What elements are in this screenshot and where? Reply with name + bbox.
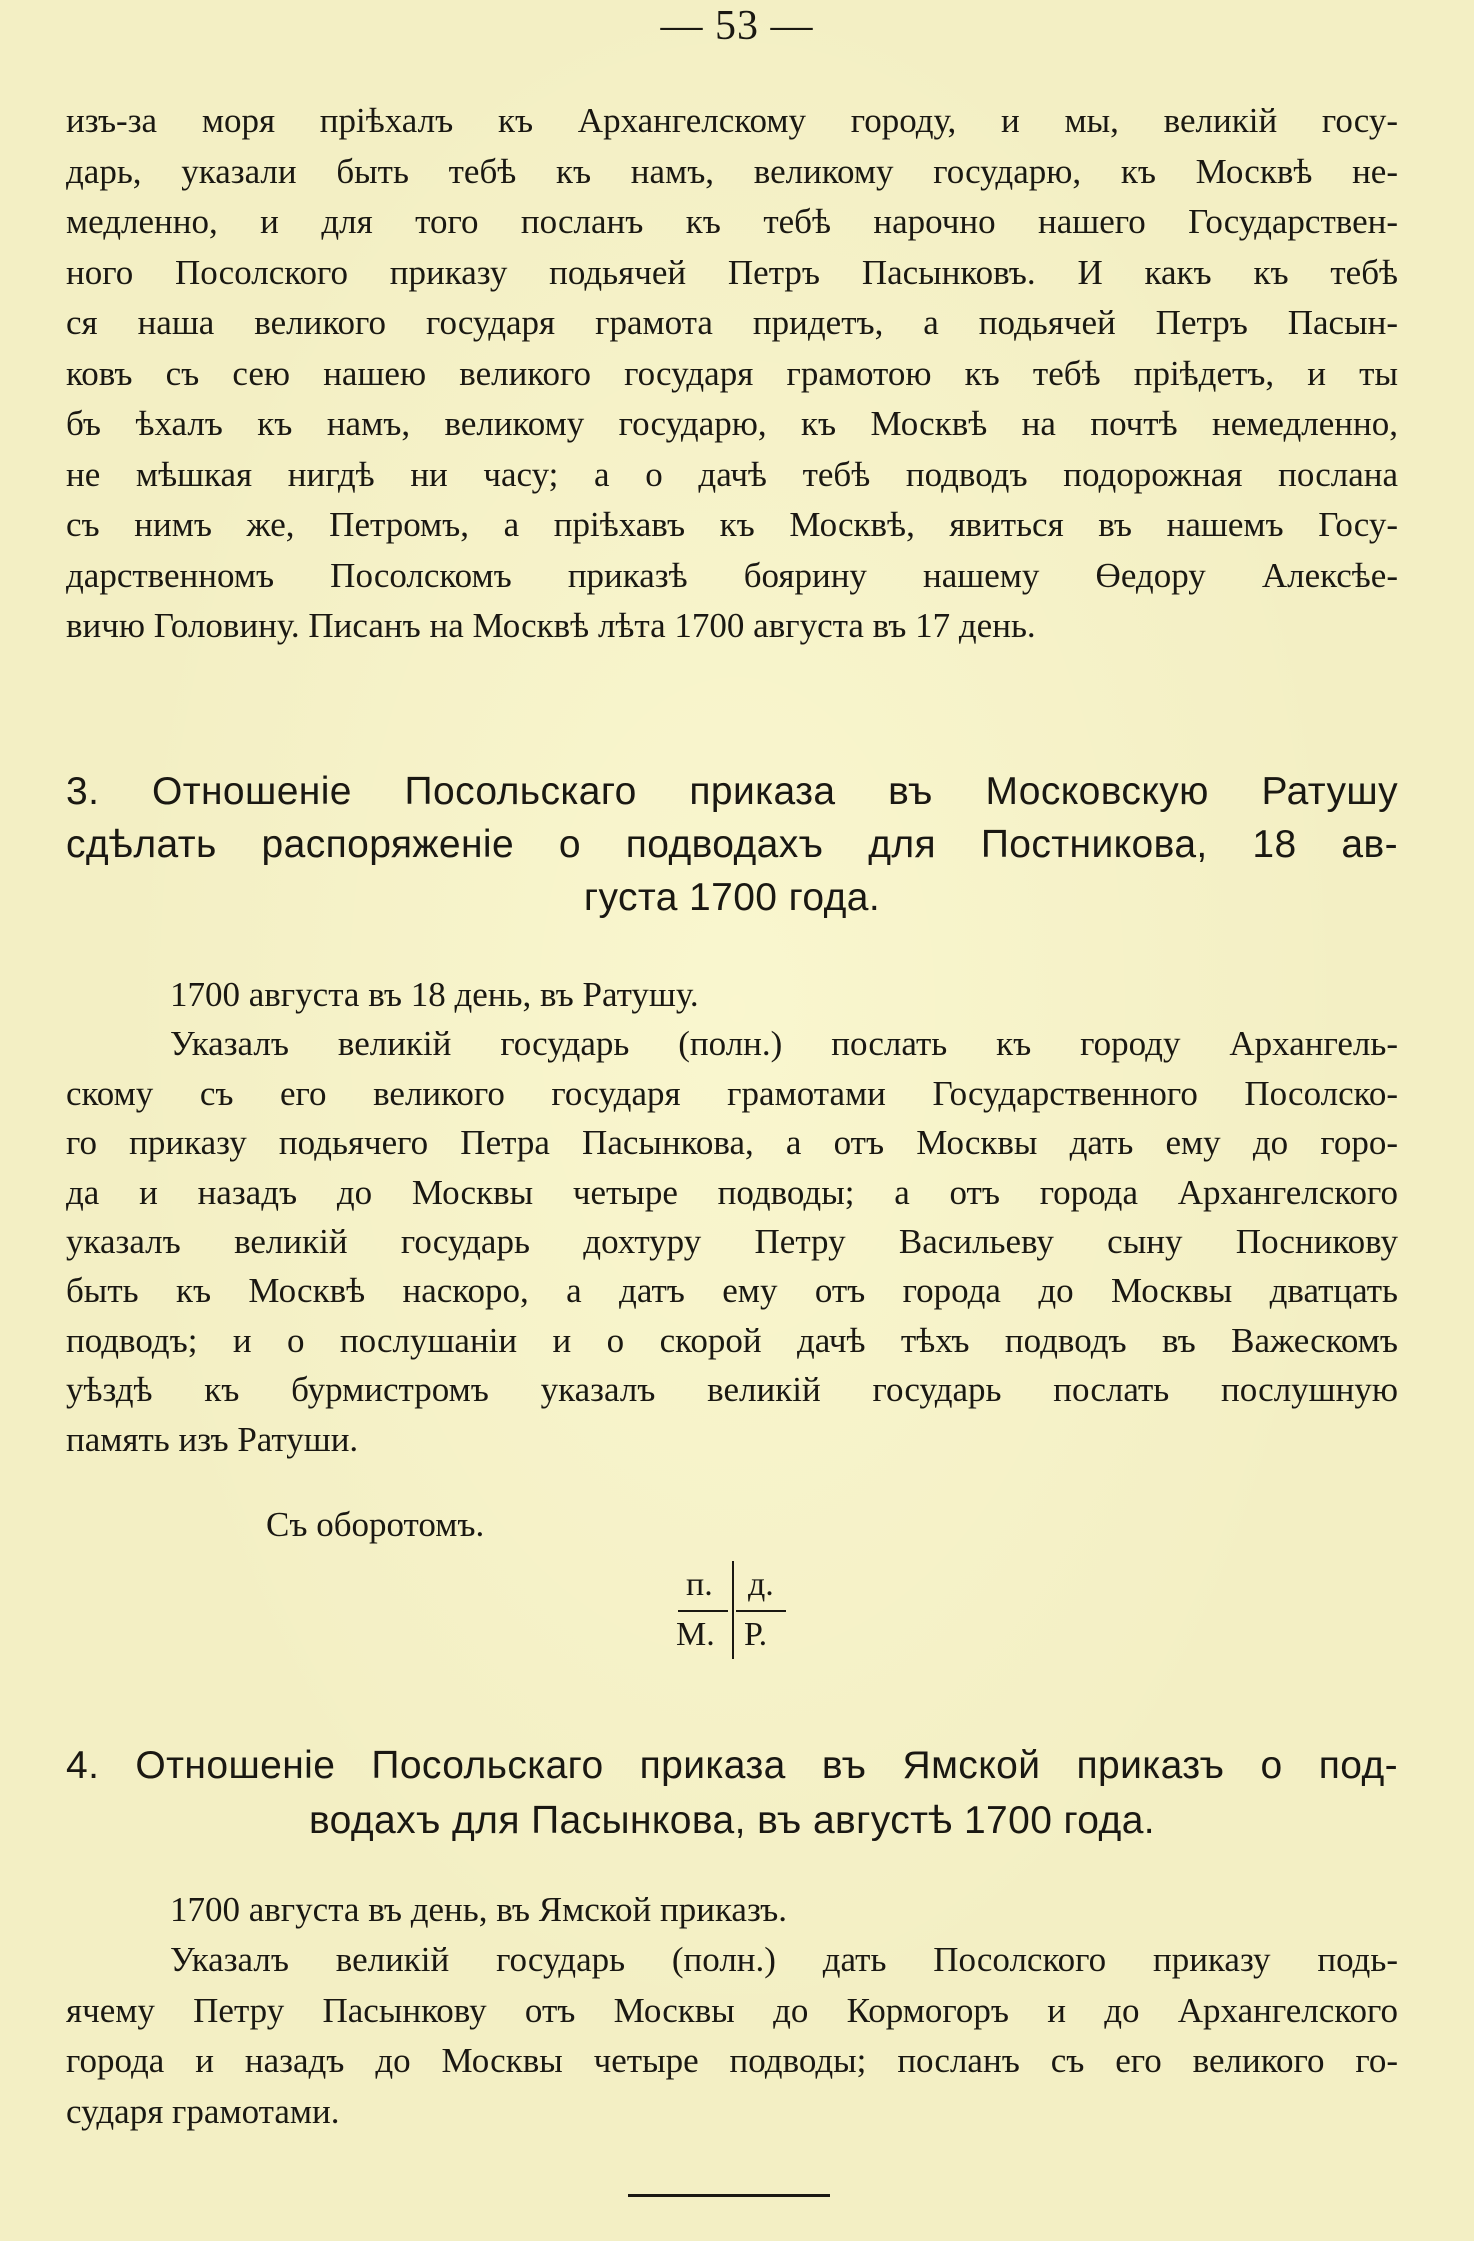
abbrev-top-right: д. [748, 1566, 774, 1603]
text-line: ного Посолского приказу подьячей Петръ Пасынковъ. И какъ къ тебѣ [66, 252, 1398, 292]
abbrev-divider [732, 1561, 734, 1659]
abbrev-bottom-right: Р. [744, 1616, 768, 1653]
text-line: медленно, и для того посланъ къ тебѣ нарочно нашего Государствен- [66, 202, 1398, 241]
text-line: изъ-за моря прiѣхалъ къ Архангелскому городу, и мы, великiй госу- [66, 101, 1398, 140]
closing-note: Съ оборотомъ. [266, 1505, 485, 1544]
text-line: вичю Головину. Писанъ на Москвѣ лѣта 1700 августа въ 17 день. [66, 606, 1036, 645]
dateline: 1700 августа въ день, въ Ямской приказъ. [170, 1890, 788, 1929]
text-line: ся наша великого государя грамота придетъ, а подьячей Петръ Пасын- [66, 303, 1398, 342]
text-line: бъ ѣхалъ къ намъ, великому государю, къ Москвѣ на почтѣ немедленно, [66, 404, 1398, 443]
abbrev-top-left: п. [686, 1566, 713, 1603]
page-number: — 53 — [660, 3, 814, 49]
text-line: подводъ; и о послушанiи и о скорой дачѣ тѣхъ подводъ въ Важескомъ [66, 1320, 1398, 1360]
text-line: Указалъ великiй государь (полн.) дать Посолского приказу подь- [170, 1940, 1398, 1980]
text-line: уѣздѣ къ бурмистромъ указалъ великiй государь послать послушную [66, 1370, 1398, 1410]
text-line: не мѣшкая нигдѣ ни часу; а о дачѣ тебѣ подводъ подорожная послана [66, 454, 1398, 494]
text-line: города и назадъ до Москвы четыре подводы; посланъ съ его великого го- [66, 2041, 1398, 2081]
heading-line: сдѣлать распоряженiе о подводахъ для Постникова, 18 ав- [66, 823, 1398, 866]
text-line: да и назадъ до Москвы четыре подводы; а отъ города Архангелского [66, 1172, 1398, 1212]
text-line: съ нимъ же, Петромъ, а прiѣхавъ къ Москвѣ, явиться въ нашемъ Госу- [66, 505, 1398, 544]
section-3-text [66, 970, 1398, 1464]
letter-text-continued [66, 96, 1398, 652]
text-line: дарь, указали быть тебѣ къ намъ, великому государю, къ Москвѣ не- [66, 151, 1398, 191]
heading-line: 3. Отношенiе Посольскаго приказа въ Московскую Ратушу [66, 770, 1398, 813]
section-4-text [66, 1885, 1398, 2137]
dateline: 1700 августа въ 18 день, въ Ратушу. [170, 975, 699, 1014]
heading-line: 4. Отношенiе Посольскаго приказа въ Ямской приказъ о под- [66, 1744, 1398, 1787]
text-line: го приказу подьячего Петра Пасынкова, а отъ Москвы дать ему до горо- [66, 1123, 1398, 1163]
section-3-heading [66, 765, 1398, 924]
text-line: быть къ Москвѣ наскоро, а датъ ему отъ города до Москвы дватцать [66, 1271, 1398, 1311]
text-line: Указалъ великiй государь (полн.) послать къ городу Архангель- [170, 1024, 1398, 1064]
text-line: сударя грамотами. [66, 2091, 340, 2131]
end-rule [628, 2194, 830, 2197]
text-line: память изъ Ратуши. [66, 1419, 359, 1459]
text-line: ячему Петру Пасынкову отъ Москвы до Кормогоръ и до Архангелского [66, 1990, 1398, 2030]
heading-line: водахъ для Пасынкова, въ августѣ 1700 года. [308, 1799, 1156, 1842]
text-line: дарственномъ Посолскомъ приказѣ боярину нашему Өедору Алексѣе- [66, 555, 1398, 595]
text-line: ковъ съ сею нашею великого государя грамотою къ тебѣ прiѣдетъ, и ты [66, 353, 1398, 393]
text-line: скому съ его великого государя грамотами Государственного Посолско- [66, 1073, 1398, 1113]
abbrev-bottom-left: М. [676, 1616, 715, 1653]
section-4-heading [66, 1738, 1398, 1848]
text-line: указалъ великiй государь дохтуру Петру Васильеву сыну Посникову [66, 1222, 1398, 1262]
heading-line: густа 1700 года. [583, 876, 881, 919]
